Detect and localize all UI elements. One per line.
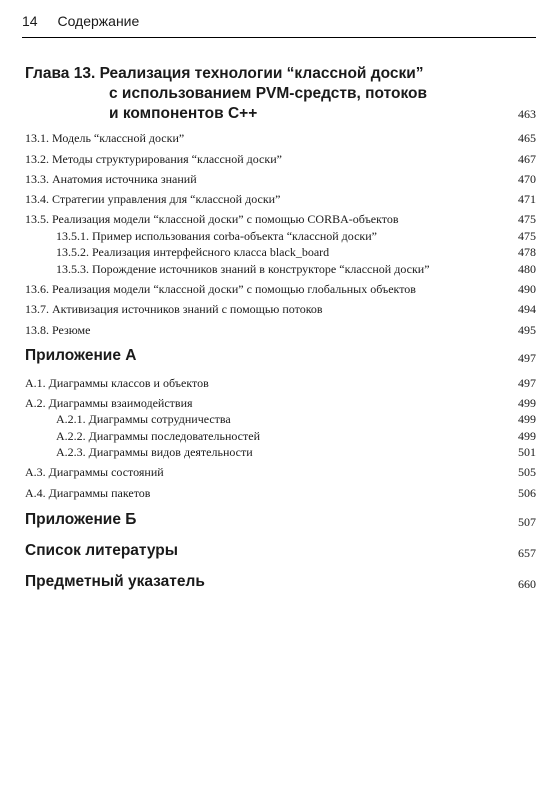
bibliography-title: Список литературы bbox=[25, 542, 179, 559]
toc-entry-title: 13.5.2. Реализация интерфейсного класса black_board bbox=[56, 245, 330, 259]
toc-entry bbox=[25, 151, 536, 167]
toc-entry-title: 13.1. Модель “классной доски” bbox=[25, 131, 185, 145]
toc-entry-page: 499 bbox=[518, 429, 536, 443]
toc-subentry bbox=[25, 428, 536, 444]
toc-entry bbox=[25, 130, 536, 146]
toc-entry-title: А.2.1. Диаграммы сотрудничества bbox=[56, 412, 231, 426]
toc-entry-title: 13.5.3. Порождение источников знаний в конструкторе “классной доски” bbox=[56, 262, 430, 276]
toc-entry-page: 501 bbox=[518, 445, 536, 459]
toc-entry-title: А.2.2. Диаграммы последовательностей bbox=[56, 429, 260, 443]
toc-entry-page: 495 bbox=[518, 323, 536, 337]
page-number: 14 bbox=[22, 13, 38, 29]
toc-entry-page: 475 bbox=[518, 229, 536, 243]
toc-subentry bbox=[25, 244, 536, 260]
appendix-a-heading bbox=[25, 346, 536, 366]
toc-entry bbox=[25, 191, 536, 207]
appendix-b-title: Приложение Б bbox=[25, 511, 137, 528]
toc-entry-title: 13.7. Активизация источников знаний с помощью потоков bbox=[25, 302, 323, 316]
toc-entry-title: 13.3. Анатомия источника знаний bbox=[25, 172, 197, 186]
toc-entry-title: 13.2. Методы структурирования “классной доски” bbox=[25, 152, 282, 166]
appendix-b-page: 507 bbox=[518, 515, 536, 529]
chapter-13-heading bbox=[25, 64, 536, 124]
toc-entry bbox=[25, 211, 536, 227]
toc-entry-page: 497 bbox=[518, 376, 536, 390]
toc-entry-page: 490 bbox=[518, 282, 536, 296]
toc-subentry bbox=[25, 261, 536, 277]
chapter-page: 463 bbox=[518, 107, 536, 121]
toc-subentry bbox=[25, 411, 536, 427]
toc-entry bbox=[25, 301, 536, 317]
toc-entry bbox=[25, 171, 536, 187]
toc-entry bbox=[25, 485, 536, 501]
toc-entry bbox=[25, 375, 536, 391]
toc-entry-page: 470 bbox=[518, 172, 536, 186]
toc-entry bbox=[25, 464, 536, 480]
header-rule bbox=[22, 37, 536, 38]
toc-entry-title: 13.6. Реализация модели “классной доски” с помощью глобальных объектов bbox=[25, 282, 416, 296]
toc-subentry bbox=[25, 228, 536, 244]
toc-entry-page: 505 bbox=[518, 465, 536, 479]
appendix-a-page: 497 bbox=[518, 351, 536, 365]
chapter-title-line-2: с использованием PVM-средств, потоков bbox=[109, 85, 427, 102]
toc-entry-title: А.2.3. Диаграммы видов деятельности bbox=[56, 445, 253, 459]
chapter-title-line-1: Глава 13. Реализация технологии “классной доски” bbox=[25, 65, 424, 82]
toc-subentry bbox=[25, 444, 536, 460]
toc-entry-page: 478 bbox=[518, 245, 536, 259]
toc-entry-page: 471 bbox=[518, 192, 536, 206]
toc-entry-title: А.4. Диаграммы пакетов bbox=[25, 486, 151, 500]
bibliography-page: 657 bbox=[518, 546, 536, 560]
toc-entry-title: А.1. Диаграммы классов и объектов bbox=[25, 376, 209, 390]
toc-entry-title: 13.5. Реализация модели “классной доски” с помощью CORBA-объектов bbox=[25, 212, 399, 226]
index-title: Предметный указатель bbox=[25, 573, 205, 590]
toc-entry-page: 465 bbox=[518, 131, 536, 145]
index-page: 660 bbox=[518, 577, 536, 591]
toc-entry-page: 499 bbox=[518, 412, 536, 426]
index-heading bbox=[25, 572, 536, 592]
appendix-a-title: Приложение А bbox=[25, 347, 137, 364]
toc-entry bbox=[25, 322, 536, 338]
chapter-title-line-3: и компонентов С++ bbox=[109, 105, 258, 122]
bibliography-heading bbox=[25, 541, 536, 561]
toc-entry-title: А.2. Диаграммы взаимодействия bbox=[25, 396, 193, 410]
toc-entry-page: 494 bbox=[518, 302, 536, 316]
toc-entry bbox=[25, 281, 536, 297]
toc-entry-page: 467 bbox=[518, 152, 536, 166]
toc-entry-page: 506 bbox=[518, 486, 536, 500]
running-header bbox=[22, 13, 139, 29]
toc-entry-title: 13.5.1. Пример использования corba-объекта “классной доски” bbox=[56, 229, 377, 243]
toc-entry-title: 13.8. Резюме bbox=[25, 323, 91, 337]
toc-entry-title: А.3. Диаграммы состояний bbox=[25, 465, 164, 479]
toc-entry-title: 13.4. Стратегии управления для “классной доски” bbox=[25, 192, 281, 206]
toc-entry-page: 475 bbox=[518, 212, 536, 226]
appendix-b-heading bbox=[25, 510, 536, 530]
running-title: Содержание bbox=[57, 13, 140, 29]
toc-entry bbox=[25, 395, 536, 411]
toc-entry-page: 480 bbox=[518, 262, 536, 276]
toc-entry-page: 499 bbox=[518, 396, 536, 410]
